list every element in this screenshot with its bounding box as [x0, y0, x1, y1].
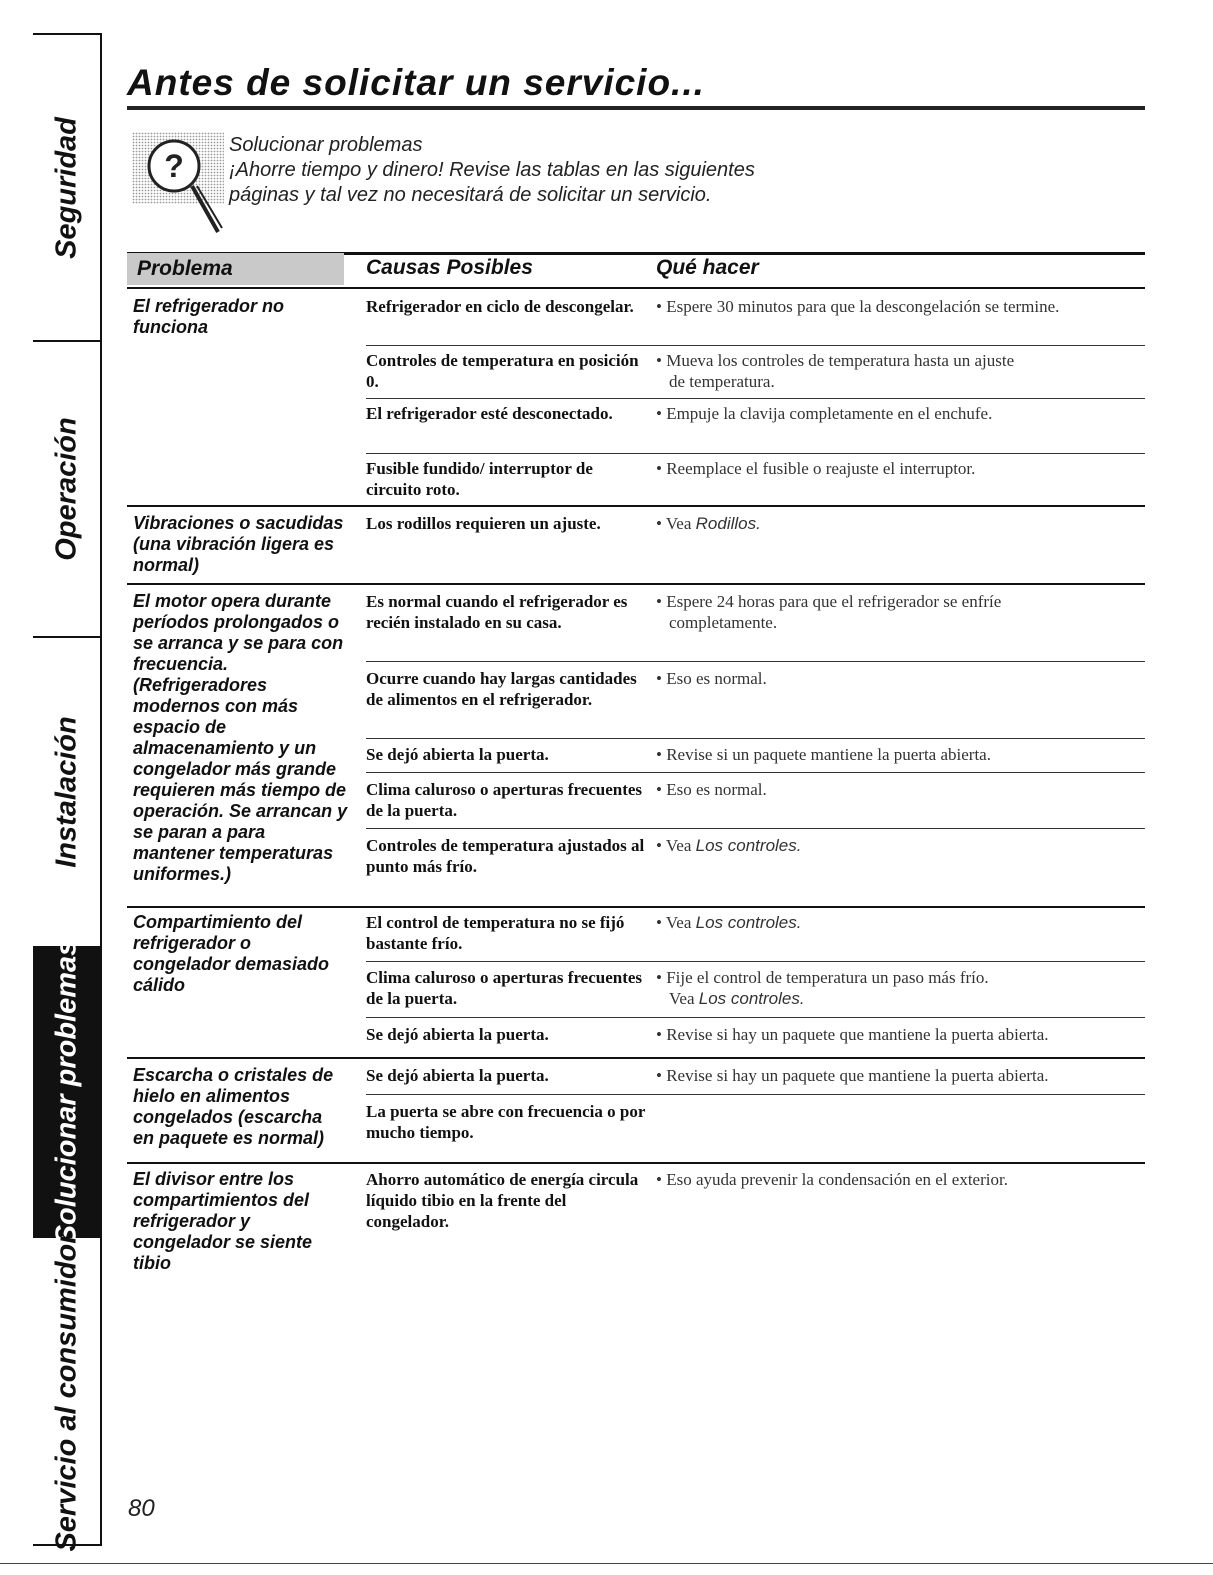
cause-cell: Clima caluroso o aperturas frecuentes de la puerta. — [366, 968, 643, 1008]
sidebar-tab-solucionar-problemas[interactable] — [33, 939, 100, 1245]
header-bottom-rule — [127, 287, 1145, 289]
cause-cell: Se dejó abierta la puerta. — [366, 1066, 549, 1085]
cause-cell: Fusible fundido/ interruptor de circuito roto. — [366, 459, 593, 499]
header-causes: Causas Posibles — [366, 256, 533, 279]
cause-cell: Ahorro automático de energía circula líquido tibio en la frente del congelador. — [366, 1170, 639, 1231]
cause-cell: Ocurre cuando hay largas cantidades de alimentos en el refrigerador. — [366, 669, 637, 709]
fix-line: de temperatura. — [669, 372, 775, 391]
fix-reference: Los controles. — [695, 836, 802, 855]
fix-line: • Mueva los controles de temperatura hasta un ajuste — [656, 351, 1015, 370]
fix-reference: Los controles. — [695, 913, 802, 932]
cause-divider — [366, 345, 1145, 346]
row-divider — [127, 1057, 1145, 1059]
sidebar-tab-label: Operación — [50, 417, 82, 561]
row-divider — [127, 505, 1145, 507]
fix-cell — [656, 513, 1151, 534]
cause-cell: Controles de temperatura ajustados al punto más frío. — [366, 836, 645, 876]
fix-cell — [656, 591, 1151, 633]
title-divider — [127, 106, 1145, 110]
section-sidebar — [33, 33, 102, 1552]
cause-cell: El refrigerador esté desconectado. — [366, 404, 613, 423]
cause-cell: Refrigerador en ciclo de descongelar. — [366, 297, 634, 316]
cause-divider — [366, 661, 1145, 662]
fix-cell: • Espere 30 minutos para que la descongelación se termine. — [656, 297, 1060, 316]
intro-line: páginas y tal vez no necesitará de solicitar un servicio. — [229, 184, 712, 206]
cause-divider — [366, 738, 1145, 739]
fix-cell — [656, 912, 1151, 933]
fix-prefix: Vea — [669, 989, 699, 1008]
cause-cell: Los rodillos requieren un ajuste. — [366, 514, 601, 533]
header-fix: Qué hacer — [656, 256, 759, 279]
sidebar-tab-servicio-al-consumidor[interactable] — [33, 1232, 100, 1552]
fix-cell: • Eso es normal. — [656, 780, 767, 799]
sidebar-tab-label: Servicio al consumidor — [50, 1232, 82, 1552]
cause-cell: Se dejó abierta la puerta. — [366, 1025, 549, 1044]
sidebar-tab-instalacion[interactable] — [33, 638, 100, 948]
cause-divider — [366, 828, 1145, 829]
intro-heading: Solucionar problemas — [229, 134, 423, 156]
fix-cell — [656, 967, 1151, 1009]
fix-line — [656, 988, 1151, 1009]
sidebar-tab-label: Instalación — [50, 716, 82, 868]
fix-cell — [656, 350, 1151, 392]
sidebar-tab-operacion[interactable] — [33, 342, 100, 638]
problem-cell: El divisor entre los compartimientos del refrigerador y congelador se siente tibio — [133, 1169, 313, 1273]
sidebar-tab-label: Solucionar problemas — [50, 939, 82, 1245]
page-number: 80 — [128, 1495, 155, 1522]
problem-cell: El motor opera durante períodos prolongados o se arranca y se para con frecuencia. (Refrigeradores modernos con más espacio de almacenamiento y un congelador más grande requieren más tiempo de operación. Se arrancan y se paran a para mantener temperaturas uniformes.) — [133, 591, 348, 884]
problem-cell: Escarcha o cristales de hielo en alimentos congelados (escarcha en paquete es normal) — [133, 1065, 334, 1148]
fix-line: completamente. — [669, 613, 778, 632]
cause-cell: Es normal cuando el refrigerador es recién instalado en su casa. — [366, 592, 628, 632]
fix-cell — [656, 835, 1151, 856]
fix-cell: • Revise si hay un paquete que mantiene la puerta abierta. — [656, 1066, 1049, 1085]
header-problem: Problema — [127, 253, 344, 285]
fix-prefix: • Vea — [656, 836, 696, 855]
fix-cell: • Empuje la clavija completamente en el enchufe. — [656, 404, 993, 423]
intro-text — [229, 133, 829, 208]
fix-line: • Espere 24 horas para que el refrigerador se enfríe — [656, 592, 1002, 611]
cause-divider — [366, 961, 1145, 962]
fix-reference: Los controles. — [698, 989, 805, 1008]
cause-divider — [366, 398, 1145, 399]
problem-cell: El refrigerador no funciona — [133, 296, 285, 337]
svg-text:?: ? — [164, 148, 184, 184]
cause-divider — [366, 1094, 1145, 1095]
cause-cell: Clima caluroso o aperturas frecuentes de la puerta. — [366, 780, 643, 820]
sidebar-tab-seguridad[interactable] — [33, 35, 100, 342]
problem-cell: Compartimiento del refrigerador o congelador demasiado cálido — [133, 912, 330, 995]
fix-cell: • Revise si hay un paquete que mantiene la puerta abierta. — [656, 1025, 1049, 1044]
bottom-rule — [0, 1563, 1213, 1564]
cause-cell: Se dejó abierta la puerta. — [366, 745, 549, 764]
cause-divider — [366, 772, 1145, 773]
cause-divider — [366, 1017, 1145, 1018]
fix-reference: Rodillos. — [695, 514, 761, 533]
problem-cell: Vibraciones o sacudidas (una vibración ligera es normal) — [133, 513, 344, 575]
fix-cell: • Eso es normal. — [656, 669, 767, 688]
fix-cell: • Eso ayuda prevenir la condensación en el exterior. — [656, 1170, 1008, 1189]
fix-prefix: • Vea — [656, 913, 696, 932]
fix-line: • Fije el control de temperatura un paso más frío. — [656, 968, 989, 987]
cause-cell: Controles de temperatura en posición 0. — [366, 351, 639, 391]
fix-prefix: • Vea — [656, 514, 696, 533]
row-divider — [127, 1162, 1145, 1164]
intro-line: ¡Ahorre tiempo y dinero! Revise las tablas en las siguientes — [229, 159, 755, 181]
row-divider — [127, 583, 1145, 585]
cause-cell: El control de temperatura no se fijó bastante frío. — [366, 913, 625, 953]
cause-cell: La puerta se abre con frecuencia o por mucho tiempo. — [366, 1102, 646, 1142]
question-magnifier-icon — [132, 132, 224, 236]
sidebar-tab-label: Seguridad — [50, 116, 82, 259]
fix-cell: • Reemplace el fusible o reajuste el interruptor. — [656, 459, 976, 478]
page-title: Antes de solicitar un servicio... — [127, 62, 705, 103]
fix-cell: • Revise si un paquete mantiene la puerta abierta. — [656, 745, 991, 764]
row-divider — [127, 906, 1145, 908]
cause-divider — [366, 453, 1145, 454]
